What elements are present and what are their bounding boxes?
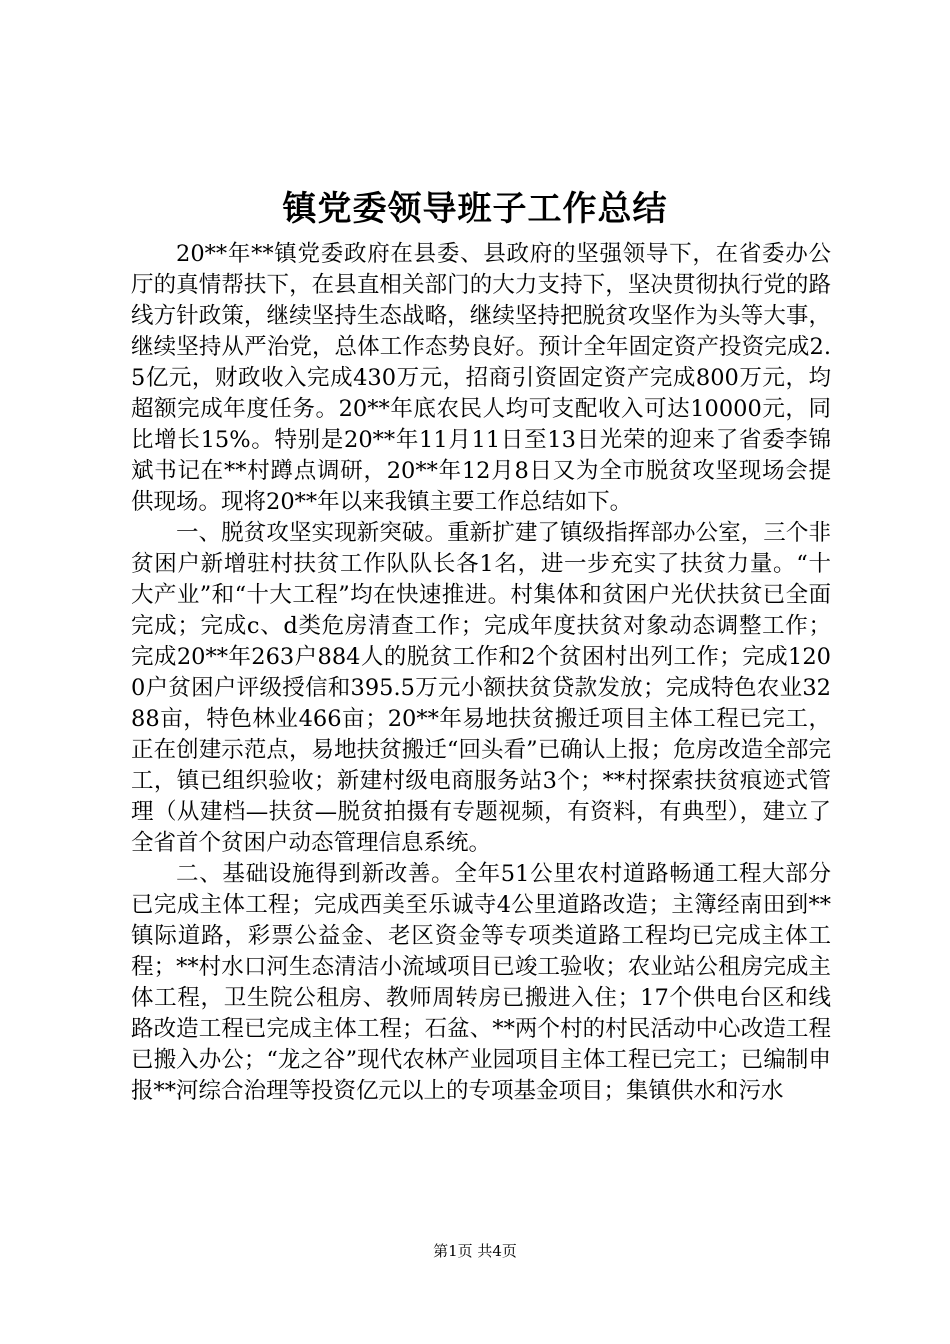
paragraph-intro: 20**年**镇党委政府在县委、县政府的坚强领导下，在省委办公厅的真情帮扶下，在县直相关部门的大力支持下，坚决贯彻执行党的路线方针政策，继续坚持生态战略，继续坚持把脱贫攻坚作为头等大事，继续坚持从严治党，总体工作态势良好。预计全年固定资产投资完成2.5亿元，财政收入完成430万元，招商引资固定资产完成800万元，均超额完成年度任务。20**年底农民人均可支配收入可达10000元，同比增长15%。特别是20**年11月11日至13日光荣的迎来了省委李锦斌书记在**村蹲点调研，20**年12月8日又为全市脱贫攻坚现场会提供现场。现将20**年以来我镇主要工作总结如下。 [131,241,831,515]
paragraph-poverty-alleviation: 一、脱贫攻坚实现新突破。重新扩建了镇级指挥部办公室，三个非贫困户新增驻村扶贫工作队队长各1名，进一步充实了扶贫力量。“十大产业”和“十大工程”均在快速推进。村集体和贫困户光伏扶贫已全面完成；完成c、d类危房清查工作；完成年度扶贫对象动态调整工作；完成20**年263户884人的脱贫工作和2个贫困村出列工作；完成1200户贫困户评级授信和395.5万元小额扶贫贷款发放；完成特色农业3288亩，特色林业466亩；20**年易地扶贫搬迁项目主体工程已完工，正在创建示范点，易地扶贫搬迁“回头看”已确认上报；危房改造全部完工，镇已组织验收；新建村级电商服务站3个；**村探索扶贫痕迹式管理（从建档—扶贫—脱贫拍摄有专题视频，有资料，有典型），建立了全省首个贫困户动态管理信息系统。 [131,520,831,856]
document-body [131,239,831,1107]
document-title: 镇党委领导班子工作总结 [282,189,668,229]
paragraph-infrastructure: 二、基础设施得到新改善。全年51公里农村道路畅通工程大部分已完成主体工程；完成西美至乐诚寺4公里道路改造；主簿经南田到**镇际道路，彩票公益金、老区资金等专项类道路工程均已完成主体工程；**村水口河生态清洁小流域项目已竣工验收；农业站公租房完成主体工程，卫生院公租房、教师周转房已搬进入住；17个供电台区和线路改造工程已完成主体工程；石盆、**两个村的村民活动中心改造工程已搬入办公；“龙之谷”现代农林产业园项目主体工程已完工；已编制申报**河综合治理等投资亿元以上的专项基金项目；集镇供水和污水 [131,861,831,1104]
page-footer: 第1页 共4页 [433,1242,517,1260]
